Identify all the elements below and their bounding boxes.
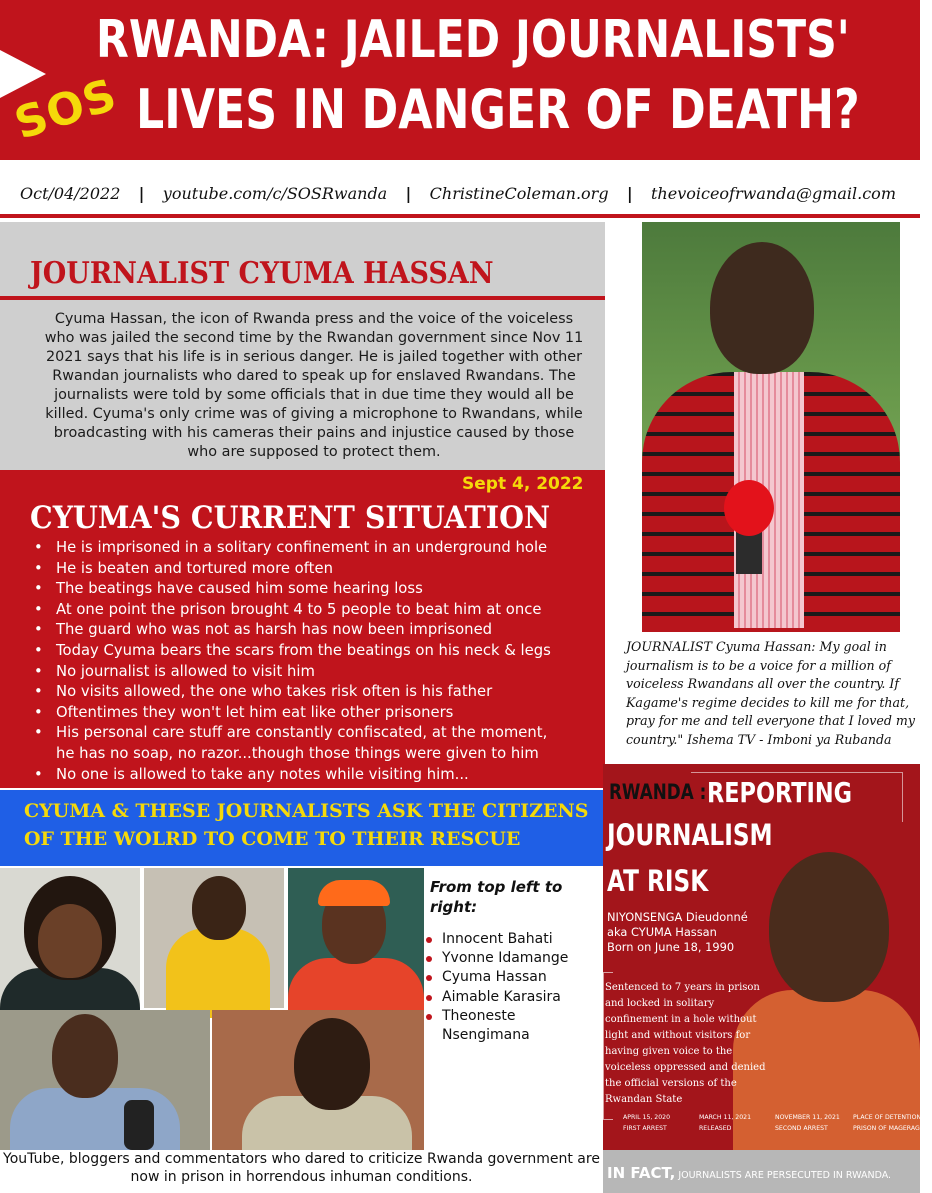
list-item: Innocent Bahati	[424, 930, 574, 949]
portrait-caption: JOURNALIST Cyuma Hassan: My goal in journalism is to be a voice for a million of voiceless Rwandans all over the country. If Kagame's regime decides to kill me for that, pray for me and tell everyone that I loved my country." Ishema TV - Imboni ya Rubanda	[626, 639, 915, 747]
list-item: • Oftentimes they won't let him eat like other prisoners	[34, 703, 604, 724]
title-divider	[0, 296, 605, 300]
report-person-head	[769, 852, 889, 1002]
separator: |	[138, 183, 145, 203]
collage-caption: From top left to right:	[430, 878, 563, 916]
rescue-banner	[0, 790, 603, 866]
situation-list	[34, 538, 604, 785]
in-fact-lead: IN FACT,	[607, 1164, 676, 1182]
list-item: • The guard who was not as harsh has now been imprisoned	[34, 620, 604, 641]
report-name: NIYONSENGA Dieudonné	[607, 910, 748, 924]
rescue-line-2: OF THE WOLRD TO COME TO THEIR RESCUE	[24, 828, 521, 850]
report-identity	[607, 910, 767, 955]
list-item: • He is beaten and tortured more often	[34, 559, 604, 580]
list-item-continuation: he has no soap, no razor...though those things were given to him	[56, 744, 539, 762]
timeline-item: MARCH 11, 2021 RELEASED	[699, 1114, 752, 1132]
journalist-names	[424, 930, 574, 1045]
headline-line-1: RWANDA: JAILED JOURNALISTS'	[96, 10, 850, 70]
list-item-text: His personal care stuff are constantly confiscated, at the moment,	[56, 724, 548, 742]
list-item: • No visits allowed, the one who takes risk often is his father	[34, 682, 604, 703]
header-banner	[0, 0, 920, 160]
list-item: Theoneste Nsengimana	[424, 1007, 574, 1045]
list-item	[34, 723, 604, 764]
journalist-body: Cyuma Hassan, the icon of Rwanda press and the voice of the voiceless who was jailed the second time by the Rwandan government since Nov 11 2021 says that his life is in serious danger. He is jailed together with other Rwandan journalists who dared to speak up for enslaved Rwandans. The journalists were told by some officials that in due time they would all be killed. Cyuma's only crime was of giving a microphone to Rwandans, while broadcasting with his cameras their pains and injustice caused by those who are supposed to protect them.	[44, 311, 584, 460]
microphone-icon	[724, 480, 774, 536]
photo-theoneste-nsengimana	[212, 1010, 424, 1150]
list-item: • Today Cyuma bears the scars from the beatings on his neck & legs	[34, 641, 604, 662]
timeline-item: APRIL 15, 2020 FIRST ARREST	[623, 1114, 671, 1132]
contact-bar	[0, 172, 920, 218]
timeline-item: NOVEMBER 11, 2021 SECOND ARREST	[775, 1114, 840, 1132]
footer-text: YouTube, bloggers and commentators who dared to criticize Rwanda government are now in prison in horrendous inhuman conditions.	[0, 1150, 603, 1186]
report-journalism: JOURNALISM	[607, 818, 773, 852]
photo-cyuma-hassan	[288, 868, 424, 1008]
list-item: Yvonne Idamange	[424, 949, 574, 968]
headline-line-2: LIVES IN DANGER OF DEATH?	[136, 78, 860, 141]
list-item: • He is imprisoned in a solitary confinement in an underground hole	[34, 538, 604, 559]
list-item: • No journalist is allowed to visit him	[34, 662, 604, 683]
list-item: • No one is allowed to take any notes while visiting him...	[34, 765, 604, 786]
situation-title: CYUMA'S CURRENT SITUATION	[30, 500, 551, 536]
report-born: Born on June 18, 1990	[607, 940, 735, 954]
report-sentence: Sentenced to 7 years in prison and locked in solitary confinement in a hole without light and without visitors for having given voice to the voiceless oppressed and denied the official versions of the Rwandan State	[605, 982, 766, 1105]
arrest-timeline	[603, 1112, 932, 1148]
email-link[interactable]: thevoiceofrwanda@gmail.com	[651, 183, 896, 203]
journalist-title: JOURNALIST CYUMA HASSAN	[30, 256, 494, 291]
report-reporting: REPORTING	[707, 776, 852, 809]
youtube-link[interactable]: youtube.com/c/SOSRwanda	[162, 183, 388, 203]
report-rwanda: RWANDA :	[609, 780, 707, 804]
portrait-photo	[642, 222, 900, 628]
website-link[interactable]: ChristineColeman.org	[429, 183, 609, 203]
in-fact-strip	[603, 1150, 920, 1193]
separator: |	[626, 183, 633, 203]
timeline-item: PLACE OF DETENTION PRISON OF MAGERAGERE	[853, 1114, 932, 1132]
rescue-line-1: CYUMA & THESE JOURNALISTS ASK THE CITIZENS	[24, 800, 589, 822]
report-alias: aka CYUMA Hassan	[607, 925, 717, 939]
separator: |	[405, 183, 412, 203]
situation-date: Sept 4, 2022	[462, 474, 584, 494]
list-item: Aimable Karasira	[424, 988, 574, 1007]
publish-date: Oct/04/2022	[20, 183, 121, 203]
sos-badge: SOS	[8, 69, 124, 150]
portrait-head	[710, 242, 814, 374]
photo-aimable-karasira	[0, 1010, 210, 1150]
list-item: • At one point the prison brought 4 to 5 people to beat him at once	[34, 600, 604, 621]
photo-yvonne-idamange	[144, 868, 284, 1008]
in-fact-text: JOURNALISTS ARE PERSECUTED IN RWANDA.	[678, 1170, 892, 1181]
list-item: • The beatings have caused him some hearing loss	[34, 579, 604, 600]
photo-innocent-bahati	[0, 868, 140, 1008]
list-item: Cyuma Hassan	[424, 968, 574, 987]
reporting-panel	[603, 764, 932, 1193]
report-at-risk: AT RISK	[607, 864, 709, 898]
